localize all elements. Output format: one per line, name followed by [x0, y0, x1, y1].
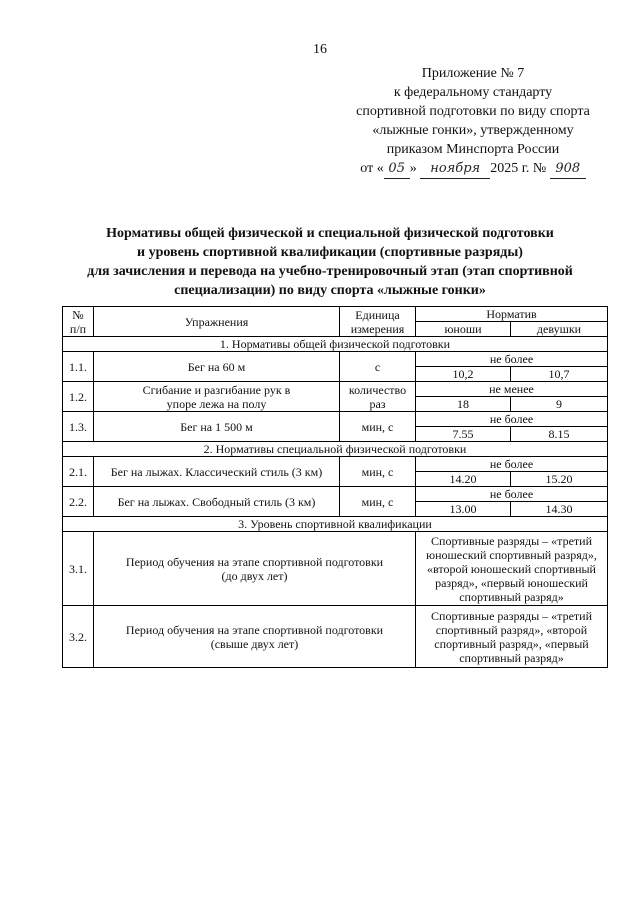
order-date-line [330, 159, 616, 179]
date-day: 05 [384, 159, 410, 179]
row-girls: 9 [511, 397, 608, 412]
row-condition: не более [416, 412, 608, 427]
row-exercise [94, 532, 416, 606]
date-mid: » [409, 161, 417, 176]
row-unit: с [340, 352, 416, 382]
header-num: № п/п [63, 307, 94, 337]
appendix-line: к федеральному стандарту [393, 85, 553, 100]
exercise-line: (до двух лет) [221, 568, 288, 583]
document-title [50, 224, 610, 300]
section-title: 2. Нормативы специальной физической подготовки [63, 442, 608, 457]
row-condition: не более [416, 457, 608, 472]
row-exercise: Бег на лыжах. Свободный стиль (3 км) [94, 487, 340, 517]
row-qualification: Спортивные разряды – «третий спортивный разряд», «второй спортивный разряд», «первый спортивный разряд» [416, 606, 608, 668]
section-title: 1. Нормативы общей физической подготовки [63, 337, 608, 352]
row-num: 3.1. [63, 532, 94, 606]
order-number: 908 [550, 159, 586, 179]
row-exercise: Сгибание и разгибание рук в упоре лежа на полу [94, 382, 340, 412]
row-unit: количество раз [340, 382, 416, 412]
header-boys: юноши [416, 322, 511, 337]
row-boys: 14.20 [416, 472, 511, 487]
row-boys: 13.00 [416, 502, 511, 517]
title-line: Нормативы общей физической и специальной физической подготовки [106, 226, 554, 241]
title-line: для зачисления и перевода на учебно-тренировочный этап (этап спортивной [87, 264, 573, 279]
row-num: 1.3. [63, 412, 94, 442]
title-line: специализации) по виду спорта «лыжные гонки» [174, 283, 486, 298]
row-unit: мин, с [340, 412, 416, 442]
appendix-line: Приложение № 7 [421, 66, 525, 81]
exercise-line: (свыше двух лет) [210, 636, 299, 651]
row-condition: не более [416, 352, 608, 367]
appendix-line: приказом Минспорта России [386, 142, 560, 157]
appendix-line: «лыжные гонки», утвержденному [372, 123, 574, 138]
row-girls: 15.20 [511, 472, 608, 487]
row-num: 1.2. [63, 382, 94, 412]
exercise-line: Период обучения на этапе спортивной подготовки [125, 622, 384, 637]
row-exercise: Бег на лыжах. Классический стиль (3 км) [94, 457, 340, 487]
row-boys: 10,2 [416, 367, 511, 382]
row-exercise: Бег на 1 500 м [94, 412, 340, 442]
row-unit: мин, с [340, 457, 416, 487]
row-qualification: Спортивные разряды – «третий юношеский спортивный разряд», «второй юношеский спортивный разряд», «первый юношеский спортивный разряд» [416, 532, 608, 606]
date-year: 2025 г. № [490, 161, 547, 176]
title-line: и уровень спортивной квалификации (спортивные разряды) [137, 245, 523, 260]
row-girls: 10,7 [511, 367, 608, 382]
norms-table [62, 306, 608, 668]
row-num: 2.1. [63, 457, 94, 487]
row-boys: 18 [416, 397, 511, 412]
header-unit: Единица измерения [340, 307, 416, 337]
date-prefix: от « [360, 161, 384, 176]
row-exercise: Бег на 60 м [94, 352, 340, 382]
date-month: ноября [420, 159, 490, 179]
row-num: 2.2. [63, 487, 94, 517]
exercise-line: Период обучения на этапе спортивной подготовки [125, 554, 384, 569]
row-condition: не более [416, 487, 608, 502]
appendix-block [330, 64, 616, 179]
row-unit: мин, с [340, 487, 416, 517]
header-norm: Норматив [416, 307, 608, 322]
row-girls: 14.30 [511, 502, 608, 517]
row-exercise [94, 606, 416, 668]
page-number: 16 [313, 42, 327, 57]
row-num: 3.2. [63, 606, 94, 668]
header-exercise: Упражнения [94, 307, 340, 337]
header-girls: девушки [511, 322, 608, 337]
row-condition: не менее [416, 382, 608, 397]
row-num: 1.1. [63, 352, 94, 382]
row-girls: 8.15 [511, 427, 608, 442]
appendix-line: спортивной подготовки по виду спорта [356, 104, 590, 119]
row-boys: 7.55 [416, 427, 511, 442]
section-title: 3. Уровень спортивной квалификации [63, 517, 608, 532]
